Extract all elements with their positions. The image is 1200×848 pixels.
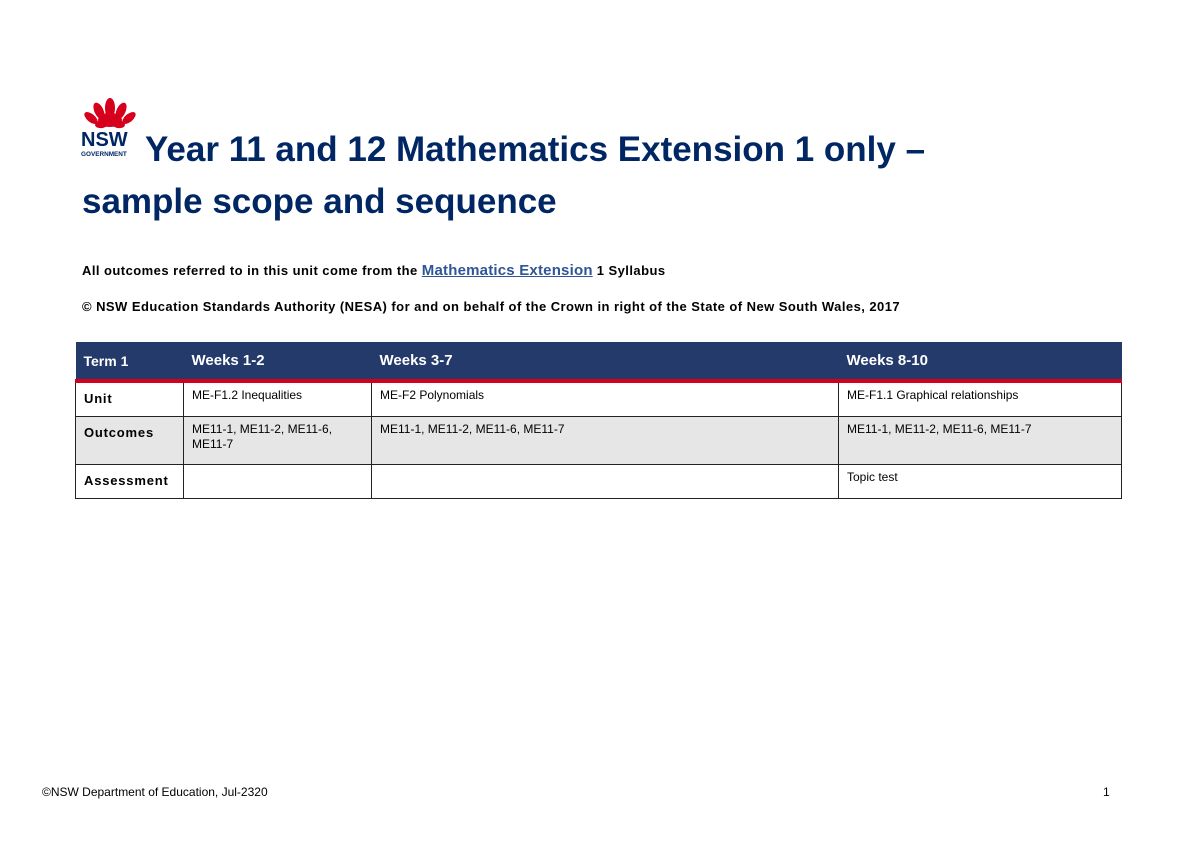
page-title	[82, 124, 1122, 228]
header-term: Term 1	[76, 342, 184, 381]
table-cell: ME-F1.2 Inequalities	[184, 381, 372, 417]
table-header-row	[76, 342, 1122, 381]
header-weeks-1-2: Weeks 1-2	[184, 342, 372, 381]
header-weeks-3-7: Weeks 3-7	[372, 342, 839, 381]
table-cell	[184, 465, 372, 499]
page-number: 1	[1103, 785, 1110, 799]
scope-sequence-table	[75, 342, 1122, 499]
table-cell: ME-F1.1 Graphical relationships	[839, 381, 1122, 417]
logo-text-government: GOVERNMENT	[81, 151, 127, 158]
title-line-1: Year 11 and 12 Mathematics Extension 1 only –	[145, 130, 926, 169]
intro-after: 1 Syllabus	[592, 263, 666, 278]
table-cell: ME11-1, ME11-2, ME11-6, ME11-7	[372, 417, 839, 465]
table-row	[76, 465, 1122, 499]
copyright-text: © NSW Education Standards Authority (NESA) for and on behalf of the Crown in right of the State of New South Wales, 2017	[82, 299, 901, 314]
table-cell: ME11-1, ME11-2, ME11-6, ME11-7	[184, 417, 372, 465]
row-label-outcomes: Outcomes	[76, 417, 184, 465]
logo-text-nsw: NSW	[81, 129, 128, 151]
intro-text	[82, 262, 666, 279]
table-cell: ME11-1, ME11-2, ME11-6, ME11-7	[839, 417, 1122, 465]
title-line-2: sample scope and sequence	[82, 182, 557, 221]
table-row	[76, 381, 1122, 417]
footer-credit: ©NSW Department of Education, Jul-2320	[42, 785, 268, 799]
table-cell: Topic test	[839, 465, 1122, 499]
table-cell: ME-F2 Polynomials	[372, 381, 839, 417]
row-label-unit: Unit	[76, 381, 184, 417]
table-row	[76, 417, 1122, 465]
intro-before: All outcomes referred to in this unit come from the	[82, 263, 422, 278]
row-label-assessment: Assessment	[76, 465, 184, 499]
header-weeks-8-10: Weeks 8-10	[839, 342, 1122, 381]
table-cell	[372, 465, 839, 499]
syllabus-link[interactable]: Mathematics Extension	[421, 262, 593, 279]
